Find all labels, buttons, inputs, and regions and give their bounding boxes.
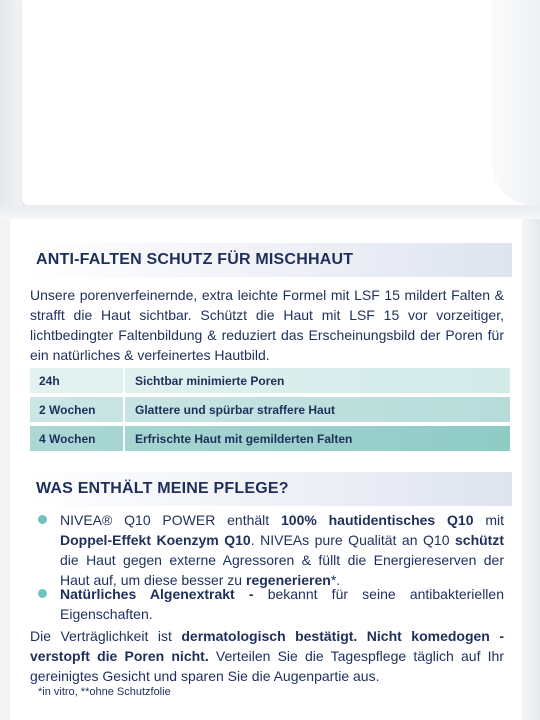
timeline-when: 2 Wochen [30,397,125,422]
heading-anti-falten-text: ANTI-FALTEN SCHUTZ FÜR MISCHHAUT [36,251,354,268]
bold-span: dermatologisch bestätigt. Nicht komedogen - verstopft die Poren nicht. [30,628,504,664]
timeline-row [30,368,510,393]
bullet-algen-text [38,584,504,624]
timeline-row [30,397,510,422]
label-right-edge [522,219,540,720]
heading-anti-falten [22,243,512,277]
text-span: bekannt für seine antibakteriellen Eigenschaften. [60,586,504,622]
text-span: NIVEA® Q10 POWER enthält [60,512,281,528]
text-span: *. [330,572,341,588]
jar-rim [0,205,540,219]
lid-top-surface [22,0,540,205]
timeline-what: Glattere und spürbar straffere Haut [135,402,336,417]
timeline-when: 4 Wochen [30,426,125,451]
closing-paragraph [30,626,504,686]
timeline-row [30,426,510,451]
heading-inhalt [22,472,512,506]
bold-span: Doppel-Effekt Koenzym Q10 [60,532,251,548]
timeline-what: Sichtbar minimierte Poren [135,373,285,388]
text-span: Die Verträglichkeit ist [30,628,182,644]
bullet-q10 [38,510,504,590]
heading-inhalt-text: WAS ENTHÄLT MEINE PFLEGE? [36,480,289,497]
lid-right-edge [492,0,540,205]
text-span: die Haut gegen externe Agressoren & füllt die Energiereserven der Haut auf, um diese besser zu [60,552,504,588]
text-span: Verteilen Sie die Tagespflege täglich auf Ihr gereinigtes Gesicht und sparen Sie die Augenpartie aus. [30,648,504,684]
intro-paragraph: Unsere porenverfeinernde, extra leichte Formel mit LSF 15 mildert Falten & strafft die Haut sichtbar. Schützt die Haut mit LSF 15 vor vorzeitiger, lichtbedingter Faltenbildung & reduziert das Erscheinungsbild der Poren für ein natürliches & verfeinertes Hautbild. [30,287,504,363]
bold-span: schützt [455,532,504,548]
bold-span: 100% hautidentisches Q10 [281,512,474,528]
bullet-dot-icon [38,589,47,598]
timeline-when: 24h [30,368,125,393]
timeline-what: Erfrischte Haut mit gemilderten Falten [135,431,353,446]
bullet-algen [38,584,504,624]
lid-left-edge [0,0,22,210]
text-span: . NIVEAs pure Qualität an Q10 [250,532,455,548]
bullet-q10-text [38,510,504,590]
footnote: *in vitro, **ohne Schutzfolie [38,686,171,698]
bold-span: regenerieren [246,572,331,588]
bold-span: Natürliches Algenextrakt - [60,586,254,602]
timeline-table [30,368,510,455]
bullet-dot-icon [38,515,47,524]
text-span: mit [473,512,504,528]
